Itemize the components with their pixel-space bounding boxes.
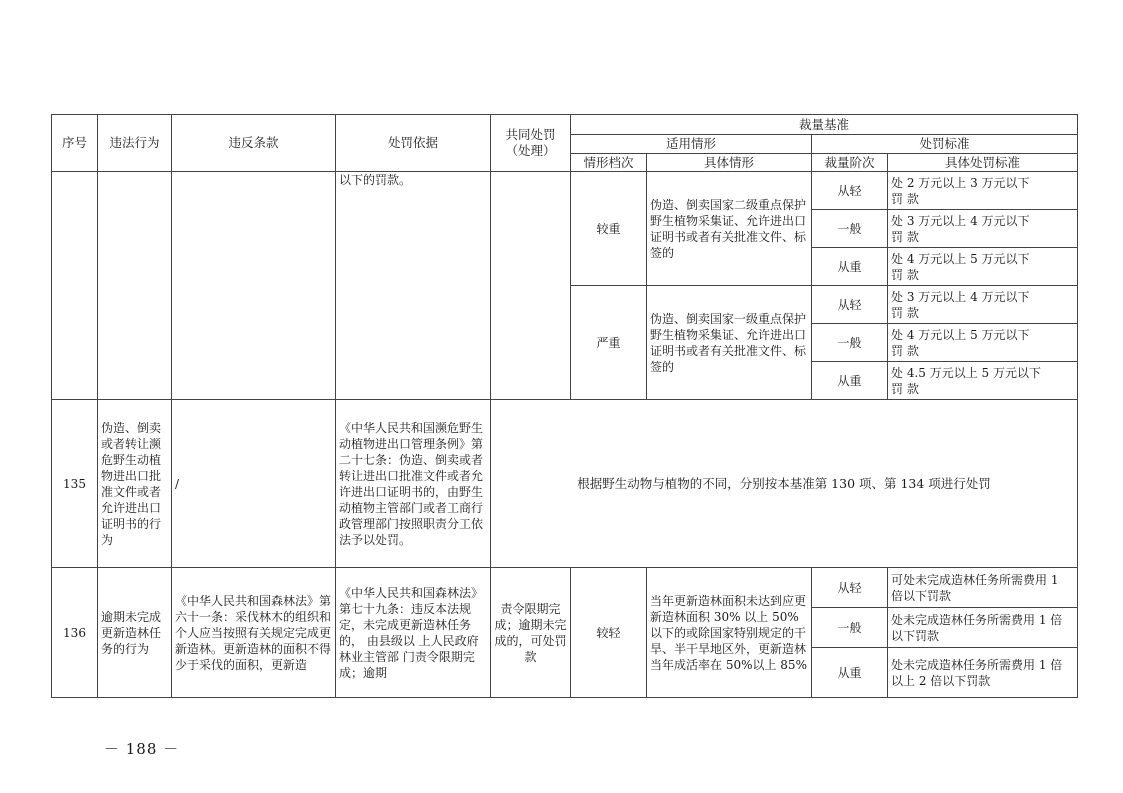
discretion-tier: 从重 <box>812 248 888 286</box>
discretion-tier: 一般 <box>812 324 888 362</box>
cont-penalty-basis: 以下的罚款。 <box>336 172 491 400</box>
penalty-standard: 处 4 万元以上 5 万元以下 罚 款 <box>888 248 1078 286</box>
header-specific-situation: 具体情形 <box>647 154 812 172</box>
header-joint-penalty: 共同处罚 （处理） <box>491 115 571 172</box>
situation-description: 伪造、倒卖国家二级重点保护野生植物采集证、允许进出口证明书或者有关批准文件、标签的 <box>647 172 812 286</box>
header-discretion-level: 裁量阶次 <box>812 154 888 172</box>
situation-level: 较重 <box>571 172 647 286</box>
row-joint-penalty: 责令限期完成；逾期未完成的，可处罚款 <box>491 568 571 698</box>
table-row <box>52 172 1078 210</box>
situation-description: 当年更新造林面积未达到应更新造林面积 30% 以上 50%以下的或除国家特别规定的干旱、半干旱地区外，更新造林当年成活率在 50%以上 85% <box>647 568 812 698</box>
penalty-standard: 处 4 万元以上 5 万元以下 罚 款 <box>888 324 1078 362</box>
discretion-tier: 从轻 <box>812 286 888 324</box>
penalty-standard: 处 4.5 万元以上 5 万元以下 罚 款 <box>888 362 1078 400</box>
header-penalty-standard: 处罚标准 <box>812 135 1078 154</box>
header-discretion-benchmark: 裁量基准 <box>571 115 1078 135</box>
cont-violation <box>98 172 172 400</box>
row-clause: 《中华人民共和国森林法》第六十一条：采伐林木的组织和个人应当按照有关规定完成更新造林。更新造林的面积不得少于采伐的面积，更新造 <box>172 568 336 698</box>
row-penalty-basis: 《中华人民共和国森林法》第七十九条：违反本法规定，未完成更新造林任务的， 由县级以 上人民政府林业主管部 门责令限期完成；逾期 <box>336 568 491 698</box>
discretion-tier: 从重 <box>812 362 888 400</box>
row-merged-note: 根据野生动物与植物的不同，分别按本基准第 130 项、第 134 项进行处罚 <box>491 400 1078 568</box>
header-seq: 序号 <box>52 115 98 172</box>
header-situation-level: 情形档次 <box>571 154 647 172</box>
header-row-1 <box>52 115 1078 135</box>
row-clause: / <box>172 400 336 568</box>
table-row-136 <box>52 568 1078 608</box>
header-specific-standard: 具体处罚标准 <box>888 154 1078 172</box>
penalty-benchmark-table <box>51 114 1078 698</box>
penalty-standard: 处未完成造林任务所需费用 1 倍以下罚款 <box>888 608 1078 648</box>
cont-seq <box>52 172 98 400</box>
row-violation: 伪造、倒卖或者转让濒危野生动植物进出口批准文件或者允许进出口证明书的行为 <box>98 400 172 568</box>
situation-description: 伪造、倒卖国家一级重点保护野生植物采集证、允许进出口证明书或者有关批准文件、标签的 <box>647 286 812 400</box>
table-row-135 <box>52 400 1078 568</box>
penalty-standard: 可处未完成造林任务所需费用 1 倍以下罚款 <box>888 568 1078 608</box>
row-seq: 135 <box>52 400 98 568</box>
discretion-tier: 从轻 <box>812 568 888 608</box>
situation-level: 严重 <box>571 286 647 400</box>
discretion-tier: 从重 <box>812 648 888 698</box>
discretion-tier: 从轻 <box>812 172 888 210</box>
header-applicable-situation: 适用情形 <box>571 135 812 154</box>
header-penalty-basis: 处罚依据 <box>336 115 491 172</box>
discretion-tier: 一般 <box>812 210 888 248</box>
penalty-standard: 处 2 万元以上 3 万元以下 罚 款 <box>888 172 1078 210</box>
discretion-tier: 一般 <box>812 608 888 648</box>
penalty-standard: 处 3 万元以上 4 万元以下 罚 款 <box>888 210 1078 248</box>
row-seq: 136 <box>52 568 98 698</box>
penalty-standard: 处 3 万元以上 4 万元以下 罚 款 <box>888 286 1078 324</box>
row-penalty-basis: 《中华人民共和国濒危野生动植物进出口管理条例》第二十七条：伪造、倒卖或者转让进出口批准文件或者允许进出口证明书的，由野生动植物主管部门或者工商行政管理部门按照职责分工依法予以处罚。 <box>336 400 491 568</box>
cont-joint-penalty <box>491 172 571 400</box>
header-violated-clause: 违反条款 <box>172 115 336 172</box>
row-violation: 逾期未完成更新造林任务的行为 <box>98 568 172 698</box>
header-violation: 违法行为 <box>98 115 172 172</box>
penalty-standard: 处未完成造林任务所需费用 1 倍以上 2 倍以下罚款 <box>888 648 1078 698</box>
situation-level: 较轻 <box>571 568 647 698</box>
page-number: － 188 － <box>104 740 180 758</box>
cont-clause <box>172 172 336 400</box>
